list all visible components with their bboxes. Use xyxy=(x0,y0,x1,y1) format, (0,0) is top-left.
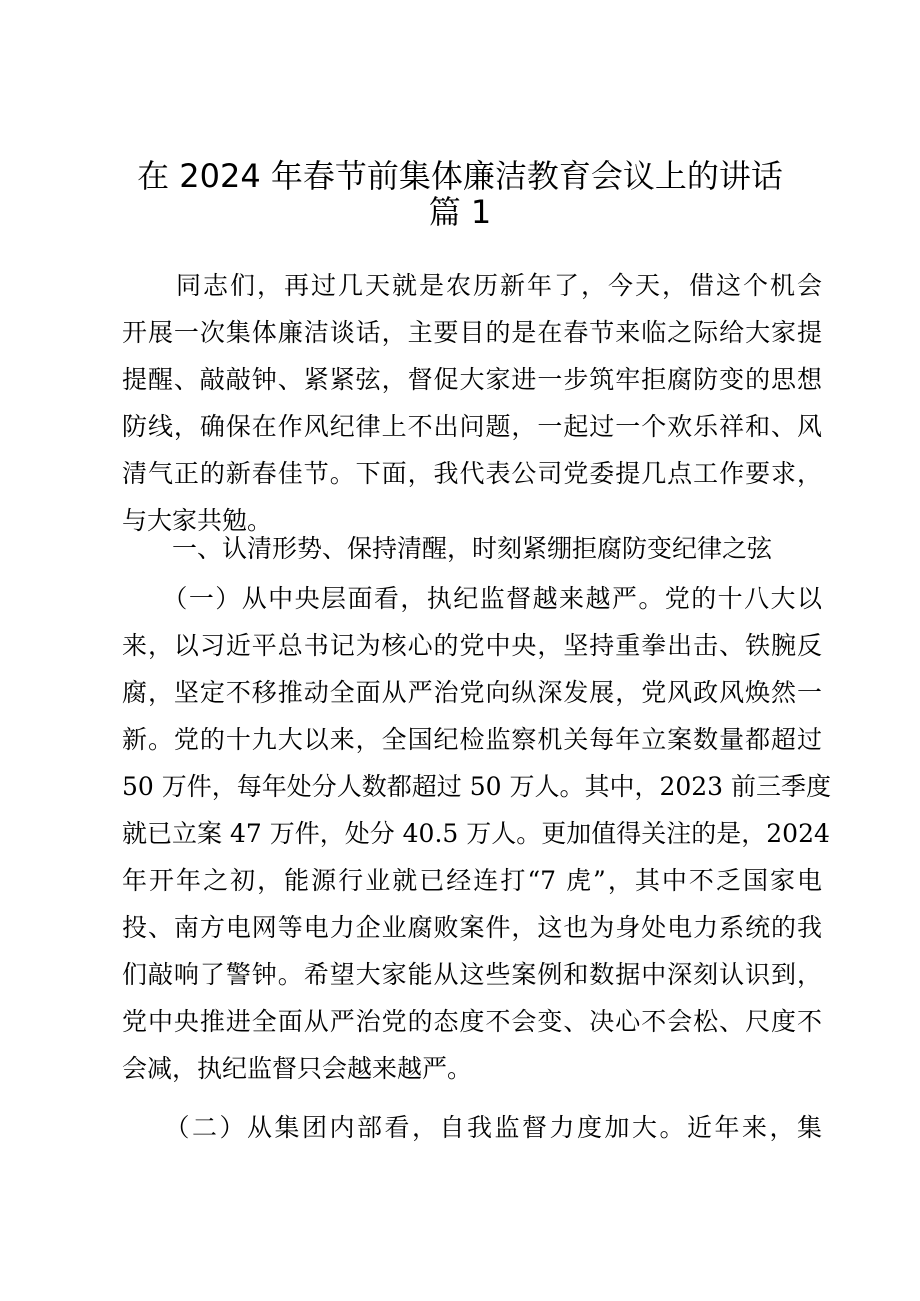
intro-paragraph xyxy=(122,262,822,544)
text-line: 清气正的新春佳节。下面，我代表公司党委提几点工作要求， xyxy=(122,459,822,488)
text-line: 党中央推进全面从严治党的态度不会变、决心不会松、尺度不 xyxy=(122,1007,822,1036)
text-line: 腐，坚定不移推动全面从严治党向纵深发展，党风政风焕然一 xyxy=(122,678,822,707)
text-line: 新。党的十九大以来，全国纪检监察机关每年立案数量都超过 xyxy=(122,725,822,754)
text-line: 们敲响了警钟。希望大家能从这些案例和数据中深刻认识到， xyxy=(122,960,822,989)
text-line: 防线，确保在作风纪律上不出问题，一起过一个欢乐祥和、风 xyxy=(122,412,822,441)
text-line: 提醒、敲敲钟、紧紧弦，督促大家进一步筑牢拒腐防变的思想 xyxy=(122,365,822,394)
section1-sub1-paragraph xyxy=(122,575,832,1092)
text-line: 50 万件，每年处分人数都超过 50 万人。其中，2023 前三季度 xyxy=(122,772,832,801)
text-line: 开展一次集体廉洁谈话，主要目的是在春节来临之际给大家提 xyxy=(122,318,822,347)
text-line: 投、南方电网等电力企业腐败案件，这也为身处电力系统的我 xyxy=(122,913,822,942)
document-title: 在 2024 年春节前集体廉洁教育会议上的讲话 xyxy=(137,157,783,195)
text-line: （一）从中央层面看，执纪监督越来越严。党的十八大以 xyxy=(122,584,822,613)
text-line: （二）从集团内部看，自我监督力度加大。近年来，集 xyxy=(122,1113,822,1142)
text-line: 同志们，再过几天就是农历新年了，今天，借这个机会 xyxy=(122,271,822,300)
section1-sub2-paragraph xyxy=(122,1104,822,1151)
text-line: 年开年之初，能源行业就已经连打“7 虎”，其中不乏国家电 xyxy=(122,866,822,895)
text-line: 就已立案 47 万件，处分 40.5 万人。更加值得关注的是，2024 xyxy=(122,819,830,848)
text-line: 来，以习近平总书记为核心的党中央，坚持重拳出击、铁腕反 xyxy=(122,631,822,660)
section-heading: 一、认清形势、保持清醒，时刻紧绷拒腐防变纪律之弦 xyxy=(122,534,773,563)
text-line: 与大家共勉。 xyxy=(122,506,273,535)
document-subtitle: 篇 1 xyxy=(428,193,492,231)
text-line: 会减，执纪监督只会越来越严。 xyxy=(122,1054,473,1083)
